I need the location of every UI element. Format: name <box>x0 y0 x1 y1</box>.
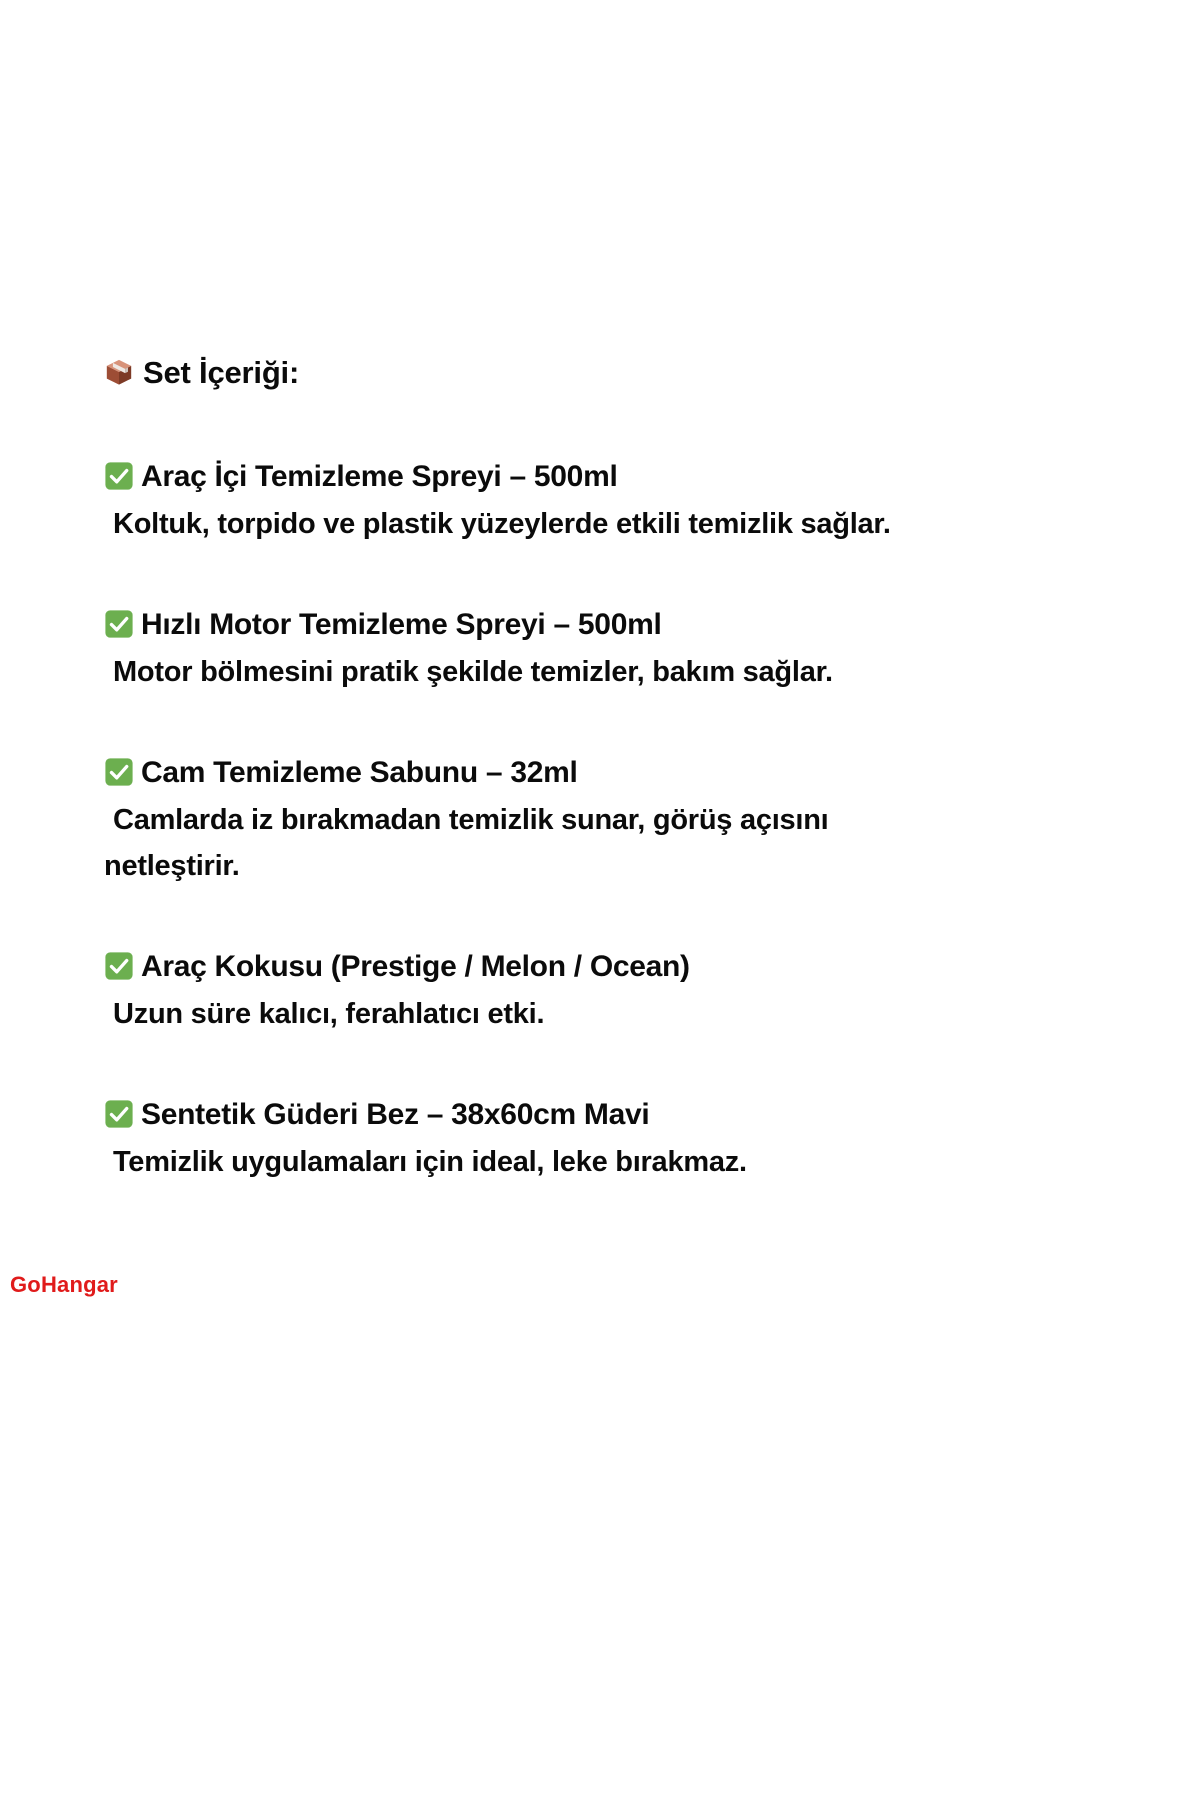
list-item-title-row <box>104 1094 964 1136</box>
list-item <box>104 946 964 1037</box>
list-item-title: Araç Kokusu (Prestige / Melon / Ocean) <box>141 950 690 983</box>
list-item <box>104 752 964 889</box>
section-header-label: Set İçeriği: <box>143 355 300 390</box>
list-item-title: Sentetik Güderi Bez – 38x60cm Mavi <box>141 1098 650 1131</box>
list-item-description: Motor bölmesini pratik şekilde temizler, bakım sağlar. <box>113 656 833 688</box>
green-check-square-icon <box>104 1099 134 1129</box>
list-item-description: Temizlik uygulamaları için ideal, leke bırakmaz. <box>113 1146 747 1178</box>
list-item-title-row <box>104 604 964 646</box>
list-item-title-row <box>104 752 964 794</box>
list-item-title-row <box>104 946 964 988</box>
list-item-description: Uzun süre kalıcı, ferahlatıcı etki. <box>113 998 545 1030</box>
green-check-square-icon <box>104 757 134 787</box>
list-item-description: Koltuk, torpido ve plastik yüzeylerde etkili temizlik sağlar. <box>113 508 891 540</box>
section-header <box>104 352 964 398</box>
list-item-title: Cam Temizleme Sabunu – 32ml <box>141 756 578 789</box>
package-box-icon <box>104 356 134 398</box>
list-item <box>104 604 964 695</box>
list-item-title-row <box>104 456 964 498</box>
list-item-description: Camlarda iz bırakmadan temizlik sunar, görüş açısını netleştirir. <box>104 804 829 882</box>
set-contents-block <box>104 352 964 1185</box>
set-contents-list <box>104 456 964 1185</box>
list-item-title: Hızlı Motor Temizleme Spreyi – 500ml <box>141 608 662 641</box>
list-item-title: Araç İçi Temizleme Spreyi – 500ml <box>141 460 618 493</box>
list-item <box>104 456 964 547</box>
green-check-square-icon <box>104 461 134 491</box>
list-item <box>104 1094 964 1185</box>
green-check-square-icon <box>104 951 134 981</box>
brand-watermark: GoHangar <box>10 1272 118 1297</box>
green-check-square-icon <box>104 609 134 639</box>
